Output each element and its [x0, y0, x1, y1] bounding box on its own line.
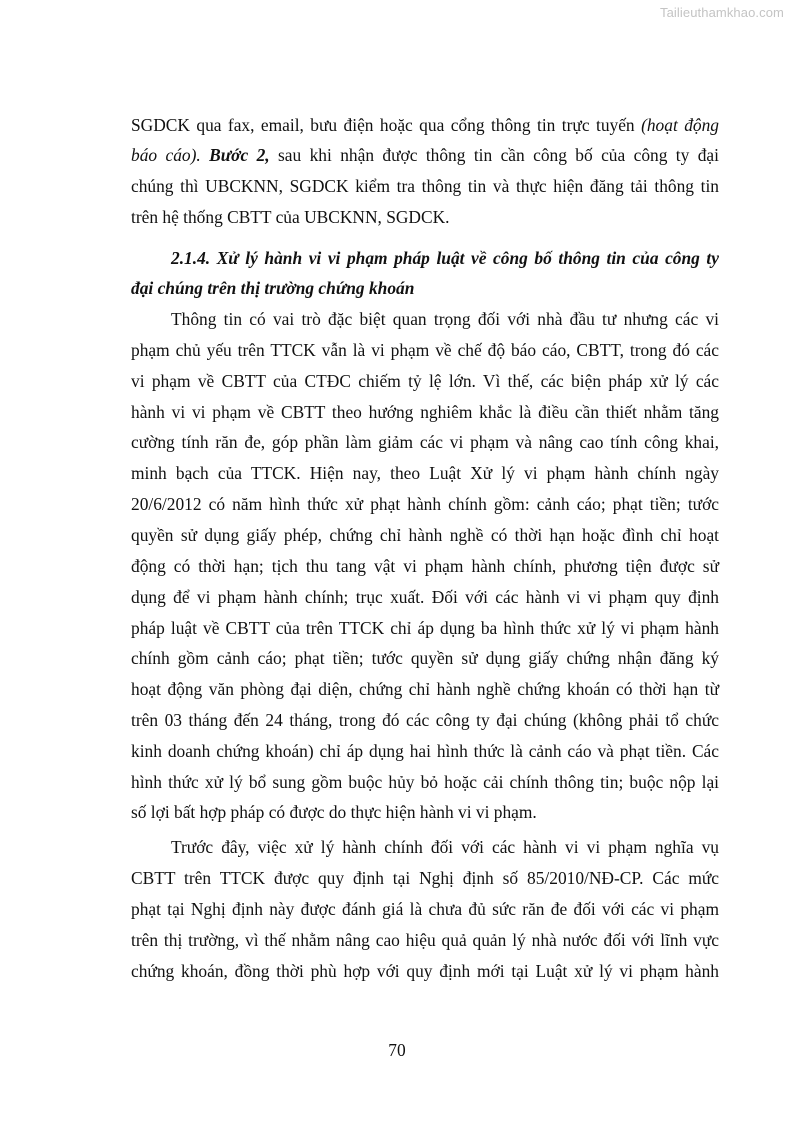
bold-italic-text: Bước 2, [209, 145, 270, 165]
paragraph-line: phạt tại Nghị định này được đánh giá là chưa đủ sức răn đe đối với các vi phạm [131, 899, 719, 919]
italic-text: (hoạt động [641, 115, 719, 135]
paragraph-line: 20/6/2012 có năm hình thức xử phạt hành chính gồm: cảnh cáo; phạt tiền; tước [131, 494, 719, 514]
page-number: 70 [388, 1040, 406, 1060]
text-span: SGDCK qua fax, email, bưu điện hoặc qua cổng thông tin trực tuyến [131, 115, 635, 135]
paragraph-line: pháp luật về CBTT của trên TTCK chỉ áp dụng ba hình thức xử lý vi phạm hành [131, 618, 719, 638]
paragraph-line: quyền sử dụng giấy phép, chứng chỉ hành nghề có thời hạn hoặc đình chỉ hoạt [131, 525, 719, 545]
watermark: Tailieuthamkhao.com [659, 5, 784, 20]
paragraph-line: số lợi bất hợp pháp có được do thực hiện hành vi vi phạm. [131, 802, 537, 822]
paragraph-line: trên thị trường, vì thế nhằm nâng cao hiệu quả quản lý nhà nước đối với lĩnh vực [131, 930, 719, 950]
paragraph-line: động có thời hạn; tịch thu tang vật vi phạm hành chính, phương tiện được sử [131, 556, 719, 576]
paragraph-line: cường tính răn đe, góp phần làm giảm các vi phạm và nâng cao tính công khai, [131, 432, 719, 452]
paragraph-line: chứng khoán, đồng thời phù hợp với quy định mới tại Luật xử lý vi phạm hành [131, 961, 719, 981]
section-heading: 2.1.4. Xử lý hành vi vi phạm pháp luật về công bố thông tin của công ty [171, 248, 719, 268]
section-heading: đại chúng trên thị trường chứng khoán [131, 278, 415, 298]
paragraph-line: hoạt động văn phòng đại diện, chứng chỉ hành nghề chứng khoán có thời hạn từ [131, 679, 719, 699]
paragraph-line: trên 03 tháng đến 24 tháng, trong đó các công ty đại chúng (không phải tổ chức [131, 710, 719, 730]
paragraph-line: minh bạch của TTCK. Hiện nay, theo Luật Xử lý vi phạm hành chính ngày [131, 463, 719, 483]
paragraph-line: hành vi vi phạm về CBTT theo hướng nghiêm khắc là điều cần thiết nhằm tăng [131, 402, 719, 422]
paragraph-line: hình thức xử lý bổ sung gồm buộc hủy bỏ hoặc cải chính thông tin; buộc nộp lại [131, 772, 719, 792]
paragraph-line [131, 113, 719, 137]
paragraph-line [131, 143, 719, 167]
italic-text: báo cáo). [131, 145, 201, 165]
text-span: sau khi nhận được thông tin cần công bố của công ty đại [278, 145, 719, 165]
paragraph-line: CBTT trên TTCK được quy định tại Nghị định số 85/2010/NĐ-CP. Các mức [131, 868, 719, 888]
paragraph-line: trên hệ thống CBTT của UBCKNN, SGDCK. [131, 207, 450, 227]
paragraph-line: Thông tin có vai trò đặc biệt quan trọng đối với nhà đầu tư nhưng các vi [171, 309, 719, 329]
paragraph-line: vi phạm về CBTT của CTĐC chiếm tỷ lệ lớn. Vì thế, các biện pháp xử lý các [131, 371, 719, 391]
paragraph-line: kinh doanh chứng khoán) chỉ áp dụng hai hình thức là cảnh cáo và phạt tiền. Các [131, 741, 719, 761]
paragraph-line: Trước đây, việc xử lý hành chính đối với các hành vi vi phạm nghĩa vụ [171, 837, 719, 857]
paragraph-line: phạm chủ yếu trên TTCK vẫn là vi phạm về chế độ báo cáo, CBTT, trong đó các [131, 340, 719, 360]
paragraph-line: dụng để vi phạm hành chính; trục xuất. Đối với các hành vi vi phạm quy định [131, 587, 719, 607]
paragraph-line: chính gồm cảnh cáo; phạt tiền; tước quyền sử dụng giấy chứng nhận đăng ký [131, 648, 719, 668]
paragraph-line: chúng thì UBCKNN, SGDCK kiểm tra thông tin và thực hiện đăng tải thông tin [131, 176, 719, 196]
